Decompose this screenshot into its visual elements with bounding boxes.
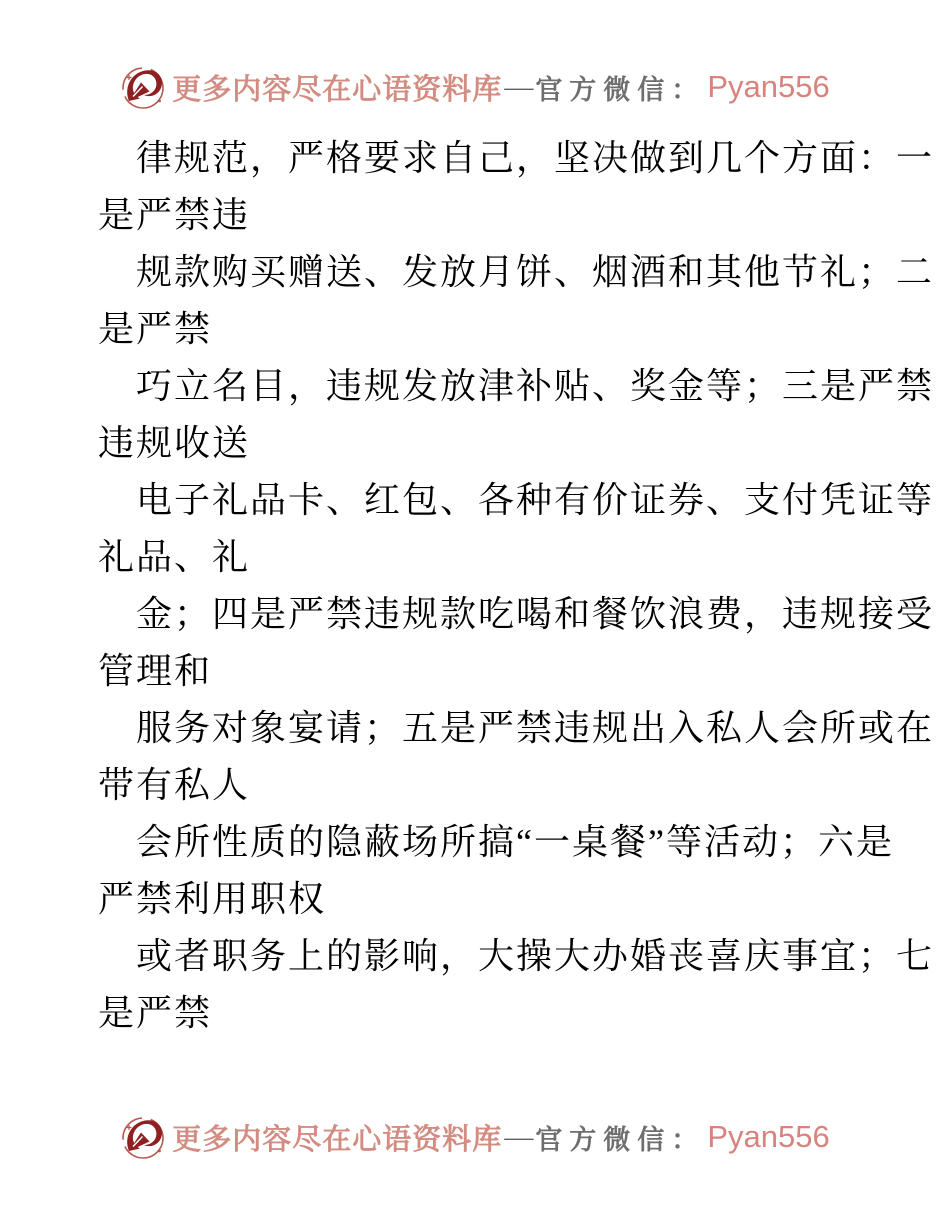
- text-line: 规款购买赠送、发放月饼、烟酒和其他节礼；二: [136, 252, 935, 292]
- brand-text: 更多内容尽在心语资料库: [172, 73, 503, 106]
- wechat-label: 官方微信：: [535, 74, 706, 105]
- text-line: 管理和: [98, 651, 213, 691]
- text-line: 是严禁违: [98, 195, 251, 235]
- text-line: 是严禁: [98, 993, 213, 1033]
- document-body: [98, 130, 935, 1042]
- header-watermark: [0, 58, 950, 116]
- paragraph: [98, 928, 935, 1042]
- paragraph: [98, 472, 935, 586]
- brand-logo-icon: [120, 1111, 166, 1163]
- wechat-label: 官方微信：: [535, 1124, 706, 1155]
- text-line: 会所性质的隐蔽场所搞“一桌餐”等活动；六是: [136, 822, 894, 862]
- text-line: 礼品、礼: [98, 537, 251, 577]
- separator-dash: —: [504, 1120, 534, 1153]
- text-line: 巧立名目，违规发放津补贴、奖金等；三是严禁: [136, 366, 935, 406]
- text-line: 或者职务上的影响，大操大办婚丧喜庆事宜；七: [136, 936, 935, 976]
- brand-text: 更多内容尽在心语资料库: [172, 1123, 503, 1156]
- paragraph: [98, 244, 935, 358]
- text-line: 电子礼品卡、红包、各种有价证券、支付凭证等: [136, 480, 935, 520]
- text-line: 严禁利用职权: [98, 879, 327, 919]
- paragraph: [98, 358, 935, 472]
- text-line: 带有私人: [98, 765, 251, 805]
- text-line: 是严禁: [98, 309, 213, 349]
- wechat-id: Pyan556: [707, 1119, 830, 1154]
- paragraph: [98, 700, 935, 814]
- text-line: 违规收送: [98, 423, 251, 463]
- text-line: 律规范，严格要求自己，坚决做到几个方面：一: [136, 138, 935, 178]
- paragraph: [98, 130, 935, 244]
- text-line: 服务对象宴请；五是严禁违规出入私人会所或在: [136, 708, 935, 748]
- text-line: 金；四是严禁违规款吃喝和餐饮浪费，违规接受: [136, 594, 935, 634]
- paragraph: [98, 586, 935, 700]
- footer-watermark: [0, 1108, 950, 1166]
- separator-dash: —: [504, 70, 534, 103]
- wechat-id: Pyan556: [707, 69, 830, 104]
- paragraph: [98, 814, 894, 928]
- brand-logo-icon: [120, 61, 166, 113]
